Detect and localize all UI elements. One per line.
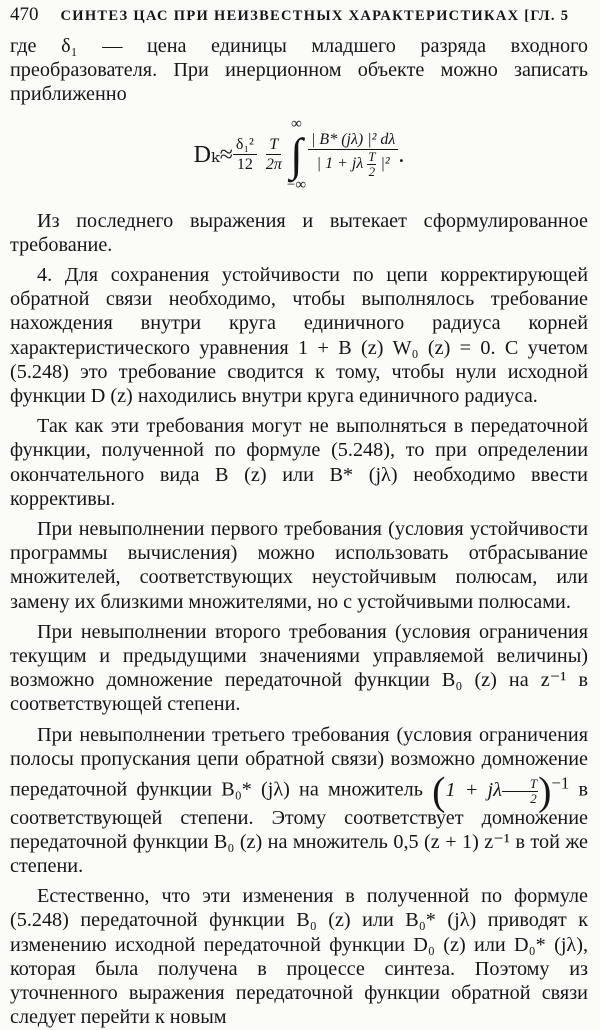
paragraph-third-requirement	[10, 723, 588, 879]
page-number: 470	[10, 4, 39, 25]
paragraph-item-4: 4. Для сохранения устойчивости по цепи корректирующей обратной связи необходимо, чтобы выполнялось требование нахождения внутри круга единичного радиуса корней характеристического уравнения 1 + B (z) W₀ (z) = 0. С учетом (5.248) это требование сводится к тому, чтобы нули исходной функции D (z) находились внутри круга единичного радиуса.	[10, 264, 588, 408]
formula-frac-delta	[233, 135, 257, 174]
paragraph-first-requirement: При невыполнении первого требования (условия устойчивости программы вычисления) можно использовать отбрасывание множителей, соответствующих неустойчивым полюсам, или замену их близкими множителями, но с устойчивыми полюсами.	[10, 518, 588, 613]
running-title: СИНТЕЗ ЦАС ПРИ НЕИЗВЕСТНЫХ ХАРАКТЕРИСТИКАХ [ГЛ. 5	[60, 8, 570, 24]
frac-delta-den: 12	[236, 156, 253, 174]
integrand	[308, 130, 398, 179]
display-formula	[10, 109, 588, 201]
integral-lower: −∞	[286, 176, 307, 193]
inline-factor-left: 1 + jλ	[445, 778, 502, 801]
paragraph-conclusion: Из последнего выражения и вытекает сформулированное требование.	[10, 209, 588, 256]
paragraph-intro: где δ₁ — цена единицы младшего разряда входного преобразователя. При инерционном объекте можно записать приближенно	[10, 35, 588, 106]
inline-factor-exponent: −1	[551, 773, 570, 793]
inline-frac-num: T	[502, 777, 538, 792]
formula-approx: ≈	[219, 141, 233, 168]
paragraph-corrections: Так как эти требования могут не выполняться в передаточной функции, полученной по формуле (5.248), то при определении окончательного вида B (z) или B* (jλ) необходимо ввести коррективы.	[10, 415, 588, 510]
paragraph-second-requirement: При невыполнении второго требования (условия ограничения текущим и предыдущими значениями управляемой величины) возможно домножение передаточной функции B₀ (z) на z⁻¹ в соответствующей степени.	[10, 620, 588, 716]
frac-delta-num: δ₁²	[233, 135, 257, 155]
integral-sign: ∞ ∫ −∞	[286, 115, 307, 193]
integral-upper: ∞	[291, 115, 302, 132]
formula-frac-t	[263, 135, 285, 174]
integrand-den	[314, 150, 393, 179]
integrand-den-left: | 1 + jλ	[316, 155, 364, 173]
running-header	[10, 0, 588, 34]
inline-factor: (1 + jλ $\frac{T}{2}$ )$^{-1}$	[432, 768, 570, 814]
den-frac-num: T	[368, 149, 376, 165]
integrand-den-right: |²	[380, 155, 390, 173]
third-req-text-b: в соответствующей степени. Этому соответствует домножение передаточной функции B₀ (z) на множитель 0,5 (z + 1) z⁻¹ в той же степени.	[10, 778, 589, 878]
inline-frac-den: 2	[530, 790, 537, 806]
third-req-text-a: При невыполнении третьего требования (условия ограничения полосы пропускания цепи обратной связи) возможно домножение передаточной функции B₀* (jλ) на множитель	[10, 723, 588, 801]
integrand-num: | B* (jλ) |² dλ	[308, 130, 398, 150]
inline-factor-frac	[502, 777, 538, 806]
frac-t-num: T	[266, 135, 281, 155]
frac-t-den: 2π	[265, 156, 282, 174]
integrand-den-frac	[367, 150, 376, 179]
page-body	[10, 34, 588, 1030]
formula-end: .	[398, 141, 405, 168]
paragraph-consequence: Естественно, что эти изменения в полученной по формуле (5.248) передаточной функции B₀ (z) или B₀* (jλ) приводят к изменению исходной передаточной функции D₀ (z) или D₀* (jλ), которая была получена в процессе синтеза. Поэтому из уточненного выражения передаточной функции обратной связи следует перейти к новым	[10, 885, 588, 1029]
den-frac-den: 2	[368, 164, 376, 180]
formula-lhs: Dₖ	[193, 141, 220, 168]
